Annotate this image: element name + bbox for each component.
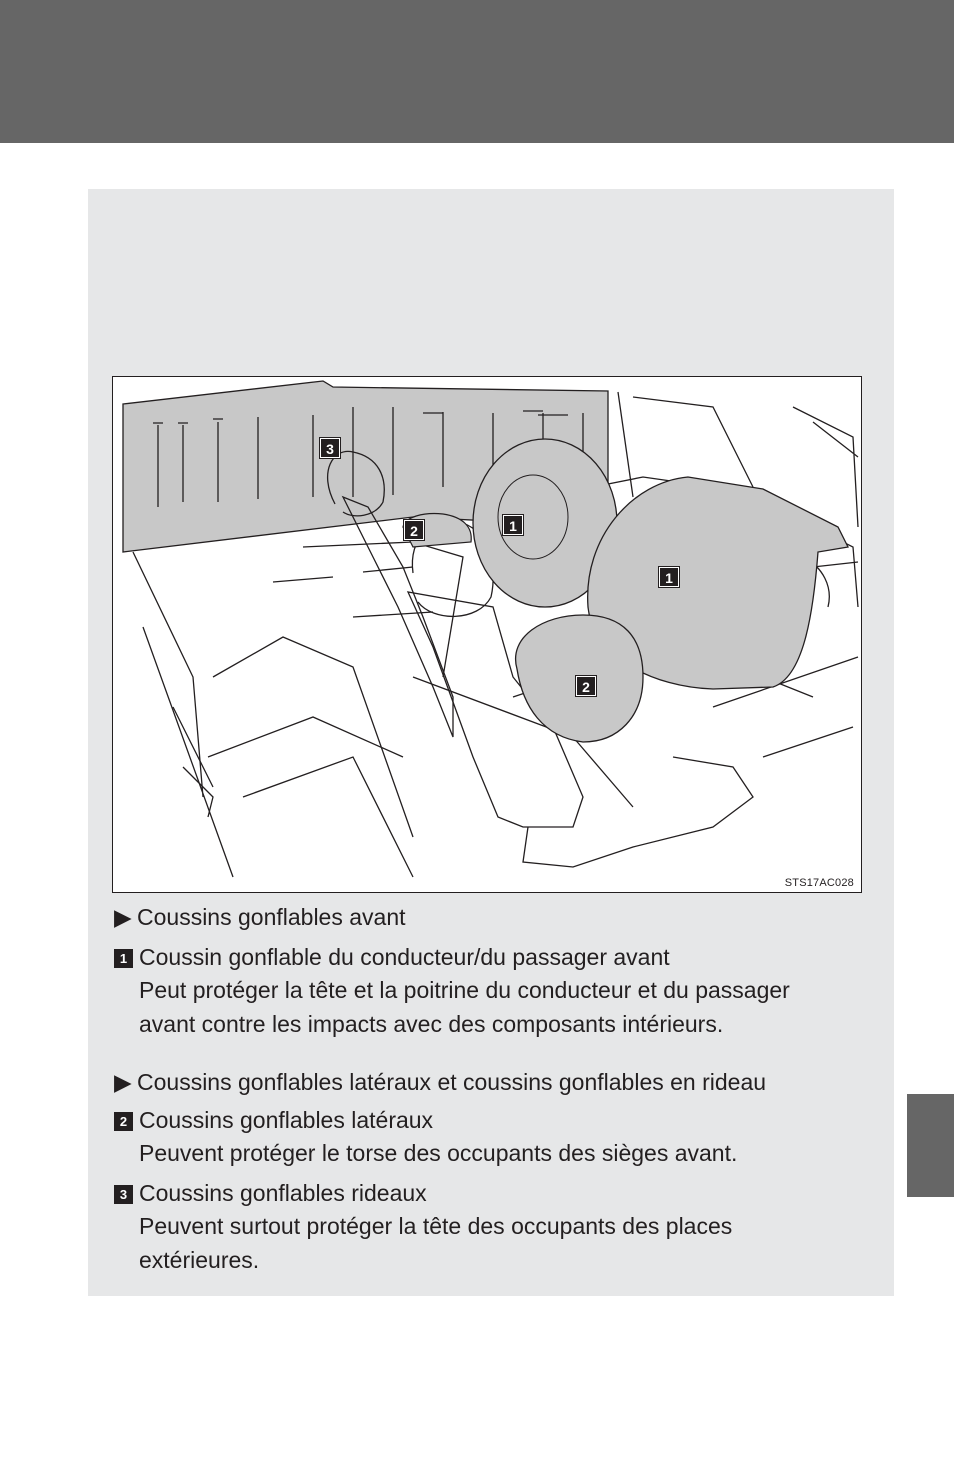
callout-badge-1: 1 <box>503 515 523 535</box>
item-title: 2 Coussins gonflables latéraux <box>114 1103 433 1137</box>
header-bar <box>0 0 954 143</box>
item-title: 3 Coussins gonflables rideaux <box>114 1176 427 1210</box>
callout-badge-2: 2 <box>576 676 596 696</box>
figure-code: STS17AC028 <box>784 877 854 889</box>
car-interior-drawing <box>113 377 862 893</box>
item-description: Peuvent protéger le torse des occupants des sièges avant. <box>139 1140 738 1166</box>
chapter-tab <box>907 1094 954 1197</box>
item-number: 2 <box>114 1112 133 1131</box>
item-title: 1 Coussin gonflable du conducteur/du passager avant <box>114 940 670 974</box>
item-number: 1 <box>114 949 133 968</box>
callout-badge-2: 2 <box>404 520 424 540</box>
airbag-illustration <box>112 376 862 893</box>
section-heading: ▶ Coussins gonflables avant <box>114 900 406 934</box>
section-heading: ▶ Coussins gonflables latéraux et coussins gonflables en rideau <box>114 1065 766 1099</box>
play-arrow-icon: ▶ <box>114 904 132 930</box>
item-number: 3 <box>114 1185 133 1204</box>
play-arrow-icon: ▶ <box>114 1069 132 1095</box>
callout-badge-3: 3 <box>320 438 340 458</box>
item-description: Peuvent surtout protéger la tête des occupants des places extérieures. <box>139 1213 733 1273</box>
callout-badge-1: 1 <box>659 567 679 587</box>
item-description: Peut protéger la tête et la poitrine du conducteur et du passager avant contre les impacts avec des composants intérieurs. <box>139 977 790 1037</box>
